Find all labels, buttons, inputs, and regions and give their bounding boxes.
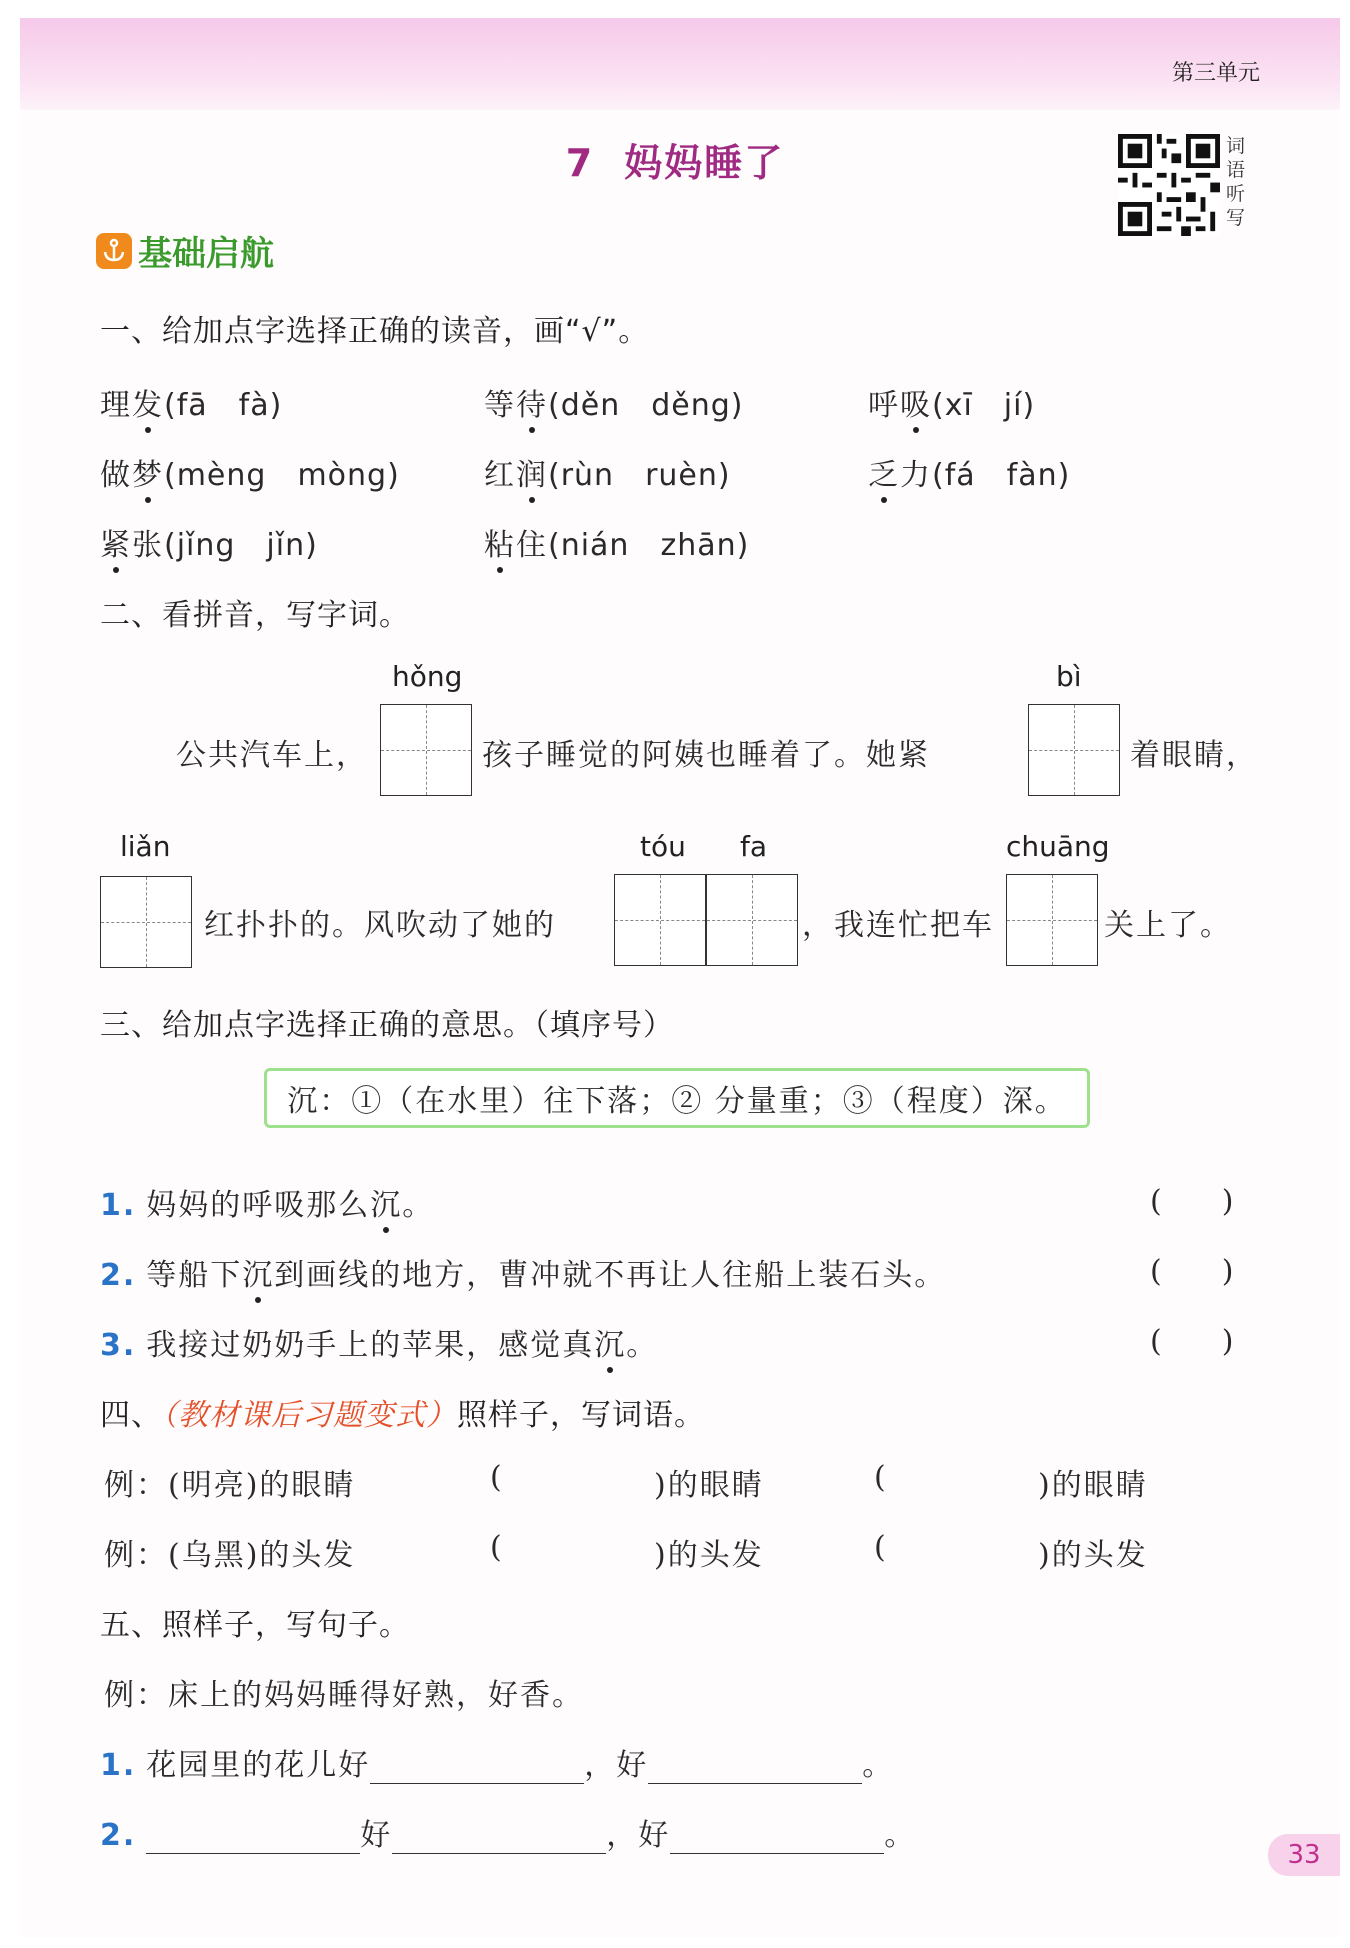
char: 呼 [868, 388, 900, 423]
q2-text: 红扑扑的。风吹动了她的 [204, 908, 556, 943]
answer-line[interactable] [370, 1750, 584, 1784]
dotted-char: 吸 [900, 388, 932, 423]
paren-open: ( [490, 1530, 504, 1565]
q1-title: 一、给加点字选择正确的读音，画“√”。 [100, 314, 650, 349]
q2-title: 二、看拼音，写字词。 [100, 598, 410, 633]
answer-line[interactable] [670, 1820, 884, 1854]
item-number: 2. [100, 1818, 137, 1853]
char: 力 [900, 458, 932, 493]
paren-open: ( [874, 1460, 888, 1495]
q3-title: 三、给加点字选择正确的意思。（填序号） [100, 1008, 674, 1043]
paren-open: ( [490, 1460, 504, 1495]
dotted-char: 沉 [594, 1328, 627, 1363]
pinyin-hint: tóu [640, 830, 686, 863]
pinyin-options[interactable]: (nián zhān) [548, 528, 750, 563]
page-number: 33 [1268, 1834, 1340, 1876]
q4-title-text: 照样子，写词语。 [457, 1398, 705, 1433]
qr-caption: 词语听写 [1226, 135, 1246, 229]
dotted-char: 待 [516, 388, 548, 423]
q3-item-2 [100, 1250, 946, 1294]
dotted-char: 沉 [370, 1188, 403, 1223]
q4-suffix[interactable]: )的眼睛 [654, 1468, 764, 1503]
pinyin-hint: liǎn [120, 830, 171, 863]
answer-paren[interactable]: ( ) [1150, 1324, 1234, 1359]
writing-box[interactable] [100, 876, 192, 968]
q2-text: 孩子睡觉的阿姨也睡着了。她紧 [482, 738, 930, 773]
q4-suffix[interactable]: )的眼睛 [1038, 1468, 1148, 1503]
pinyin-options[interactable]: (jǐng jǐn) [164, 528, 318, 563]
dotted-char: 沉 [242, 1258, 275, 1293]
sentence-part: 。 [402, 1188, 435, 1223]
pinyin-options[interactable]: (xī jí) [932, 388, 1036, 423]
item-number: 1. [100, 1188, 137, 1223]
q4-title [100, 1390, 705, 1434]
q2-text: 着眼睛， [1130, 738, 1258, 773]
qr-code-icon[interactable] [1118, 134, 1220, 236]
q3-item-1 [100, 1180, 434, 1224]
sentence-part: 我接过奶奶手上的苹果，感觉真 [146, 1328, 595, 1363]
q1-item-1 [100, 380, 282, 424]
pinyin-options[interactable]: (fā fà) [164, 388, 283, 423]
char: 红 [484, 458, 516, 493]
anchor-icon [96, 233, 132, 269]
q4-suffix[interactable]: )的头发 [654, 1538, 764, 1573]
q5-example: 例：床上的妈妈睡得好熟，好香。 [104, 1678, 584, 1713]
answer-paren[interactable]: ( ) [1150, 1254, 1234, 1289]
writing-box[interactable] [1028, 704, 1120, 796]
q5-title: 五、照样子，写句子。 [100, 1608, 410, 1643]
sentence-part: 妈妈的呼吸那么 [146, 1188, 371, 1223]
pinyin-options[interactable]: (rùn ruèn) [548, 458, 731, 493]
q2-text: 公共汽车上， [176, 738, 368, 773]
writing-box[interactable] [1006, 874, 1098, 966]
q4-suffix[interactable]: )的头发 [1038, 1538, 1148, 1573]
dotted-char: 润 [516, 458, 548, 493]
item-number: 3. [100, 1328, 137, 1363]
char: 做 [100, 458, 132, 493]
q2-text: 关上了。 [1104, 908, 1232, 943]
q4-title-num: 四、 [100, 1398, 162, 1433]
paren-open: ( [874, 1530, 888, 1565]
q1-item-2 [484, 380, 743, 424]
q4-example: 例：(明亮)的眼睛 [104, 1468, 356, 1503]
dotted-char: 梦 [132, 458, 164, 493]
sentence-part: ，好 [584, 1748, 649, 1783]
q5-item-1 [100, 1740, 894, 1784]
dotted-char: 粘 [484, 528, 516, 563]
pinyin-hint: fa [740, 830, 768, 863]
q1-item-3 [868, 380, 1035, 424]
sentence-part: 。 [884, 1818, 917, 1853]
q4-example: 例：(乌黑)的头发 [104, 1538, 356, 1573]
q4-title-note: （教材课后习题变式） [162, 1398, 457, 1433]
q5-item-2 [100, 1810, 916, 1854]
sentence-part: 。 [626, 1328, 659, 1363]
sentence-part: 。 [862, 1748, 895, 1783]
writing-box[interactable] [380, 704, 472, 796]
writing-box[interactable] [614, 874, 706, 966]
sentence-part: ，好 [606, 1818, 671, 1853]
q1-item-7 [100, 520, 318, 564]
dotted-char: 紧 [100, 528, 132, 563]
sentence-part: 等船下 [146, 1258, 243, 1293]
lesson-number: 7 [565, 141, 595, 185]
answer-line[interactable] [146, 1820, 360, 1854]
section-label: 基础启航 [138, 234, 274, 274]
pinyin-options[interactable]: (fá fàn) [932, 458, 1071, 493]
answer-paren[interactable]: ( ) [1150, 1184, 1234, 1219]
writing-box[interactable] [706, 874, 798, 966]
char: 理 [100, 388, 132, 423]
sentence-part: 好 [360, 1818, 393, 1853]
char: 等 [484, 388, 516, 423]
answer-line[interactable] [648, 1750, 862, 1784]
item-number: 2. [100, 1258, 137, 1293]
q2-text: ，我连忙把车 [802, 908, 994, 943]
pinyin-options[interactable]: (děn děng) [548, 388, 744, 423]
answer-line[interactable] [392, 1820, 606, 1854]
pinyin-options[interactable]: (mèng mòng) [164, 458, 400, 493]
q1-item-8 [484, 520, 749, 564]
item-number: 1. [100, 1748, 137, 1783]
header-banner [20, 18, 1340, 110]
section-heading [96, 226, 274, 275]
q1-item-4 [100, 450, 400, 494]
char: 张 [132, 528, 164, 563]
pinyin-hint: hǒng [392, 660, 463, 693]
pinyin-hint: chuāng [1006, 830, 1110, 863]
q3-item-3 [100, 1320, 658, 1364]
q1-item-6 [868, 450, 1070, 494]
meaning-box: 沉：①（在水里）往下落；② 分量重；③（程度）深。 [264, 1068, 1090, 1128]
sentence-part: 花园里的花儿好 [146, 1748, 371, 1783]
sentence-part: 到画线的地方，曹冲就不再让人往船上装石头。 [274, 1258, 947, 1293]
lesson-name: 妈妈睡了 [624, 141, 785, 185]
dotted-char: 乏 [868, 458, 900, 493]
unit-label: 第三单元 [1171, 61, 1260, 86]
char: 住 [516, 528, 548, 563]
q1-item-5 [484, 450, 731, 494]
pinyin-hint: bì [1056, 660, 1082, 693]
dotted-char: 发 [132, 388, 164, 423]
